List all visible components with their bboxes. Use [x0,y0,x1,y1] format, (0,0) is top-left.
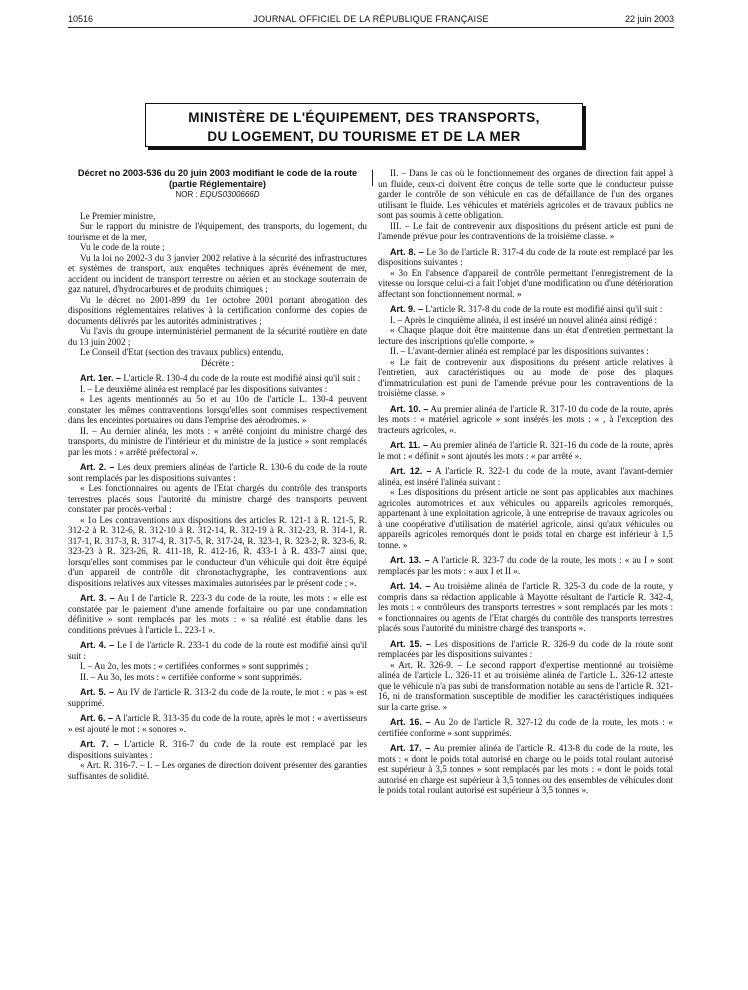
paragraph [378,325,673,346]
paragraph-text: Au premier alinéa de l'article R. 321-16 du code de la route, après le mot : « définit » sont ajoutés les mots : « par arrêté ». [378,440,673,461]
right-column-body [378,168,673,796]
paragraph-text: Décrète : [200,357,235,368]
paragraph [378,304,673,315]
paragraph [68,760,367,781]
paragraph [378,555,673,576]
left-column-body [68,211,367,782]
paragraph [68,384,367,395]
article-label: Art. 1er. – [80,373,122,383]
paragraph-text: « Les fonctionnaires ou agents de l'Etat chargés du contrôle des transports terrestres placés sous l'autorité du ministre chargé des transports peuvent constater par procès-verbal : [68,483,367,514]
article-label: Art. 7. – [80,739,119,749]
paragraph-text: Au 2o de l'article R. 327-12 du code de la route, les mots : « certifiée conforme » sont supprimés. [378,717,673,738]
paragraph [68,672,367,683]
paragraph-text: Au premier alinéa de l'article R. 413-8 du code de la route, les mots : « dont le poids total autorisé en charge ou le poids total roulant autorisé est supérieur à 3,5 tonnes » sont remplacés par les mots : « dont le poids total autorisé en charge est supérieur à 3,5 tonnes ou des ensembles de véhicules dont le poids total roulant autorisé est supérieur à 3,5 tonnes ». [378,743,673,795]
paragraph [68,713,367,734]
page-number: 10516 [68,14,94,24]
header-rule [68,27,674,28]
paragraph-text: « Art. R. 326-9. – Le second rapport d'expertise mentionné au troisième alinéa de l'article L. 326-11 et au troisième alinéa de l'article L. 326-12 atteste que le véhicule n'a pas subi de transformation notable au sens de l'article R. 321-16, ni de transformation susceptible de modifier les caractéristiques indiquées sur la carte grise. » [378,659,673,712]
paragraph [68,593,367,635]
paragraph [378,466,673,487]
article-label: Art. 14. – [390,581,431,591]
paragraph-text: Au I de l'article R. 223-3 du code de la route, les mots : « elle est constatée par le paiement d'une amende forfaitaire ou par une condamnation définitive » sont remplacés par les mots : « sa réalité est établie dans les conditions prévues à l'article L. 223-1 ». [68,593,367,635]
article-label: Art. 10. – [390,403,429,414]
paragraph [68,483,367,515]
page-header [68,14,674,28]
paragraph [378,717,673,738]
decree-nor [68,190,367,201]
paragraph [378,639,673,660]
paragraph-text: Le Premier ministre, [80,210,156,221]
paragraph-text: II. – Dans le cas où le fonctionnement des organes de direction fait appel à un fluide, ceux-ci doivent être conçus de telle sorte que le conducteur puisse garder le contrôle de son véhicule en cas de défaillance de l'un des organes utilisant le fluide. Les véhicules et matériels agricoles et de travaux publics ne sont pas soumis à cette obligation. [378,168,673,220]
paragraph-text: Au IV de l'article R. 313-2 du code de la route, le mot : « pas » est supprimé. [68,687,368,708]
paragraph [68,394,367,426]
paragraph-text: A l'article R. 322-1 du code de la route, avant l'avant-dernier alinéa, est inséré l'alinéa suivant : [378,466,673,487]
paragraph-text: « 3o En l'absence d'appareil de contrôle permettant l'enregistrement de la vitesse ou lorsque celui-ci a fait l'objet d'une modification ou d'une détérioration affectant son fonctionnement normal. » [378,267,673,299]
paragraph [378,357,673,399]
paragraph-text: Au troisième alinéa de l'article R. 325-3 du code de la route, y compris dans sa rédaction applicable à Mayotte résultant de l'article R. 342-4, les mots : « contrôleurs des transports terrestres » sont remplacés par les mots : « fonctionnaires ou agents de l'Etat chargés du contrôle des transports terrestres placés sous l'autorité du ministre chargé des transports ». [378,581,674,633]
article-label: Art. 9. – [390,304,424,314]
paragraph [68,358,367,369]
paragraph-text: « 1o Les contraventions aux dispositions des articles R. 121-1 à R. 121-5, R. 312-2 à R. 312-6, R. 312-10 à R. 312-14, R. 312-19 à R. 312-23, R. 314-1, R. 317-1, R. 317-3, R. 317-4, R. 317-5, R. 317-24, R. 323-1, R. 323-2, R. 323-6, R. 323-23 à R. 323-26, R. 411-18, R. 412-16, R. 433-1 à R. 433-7 ainsi que, lorsqu'elles sont commises par le conducteur d'un véhicule qui doit être équipé d'un appareil de contrôle dit chronotachygraphe, les contraventions aux dispositions relatives aux vitesses maximales autorisées par le présent code ; ». [68,514,367,588]
paragraph [68,426,367,458]
paragraph-text: III. – Le fait de contrevenir aux dispositions du présent article est puni de l'amende prévue pour les contraventions de la troisième classe. » [378,220,673,241]
paragraph-text: « Chaque plaque doit être maintenue dans un état d'entretien permettant la lecture des inscriptions qu'elle comporte. » [378,325,673,346]
paragraph-text: Vu le décret no 2001-899 du 1er octobre 2001 portant abrogation des dispositions réglementaires relatives à la certification conforme des copies de documents délivrés par les autorités administratives ; [68,294,367,326]
paragraph [68,462,367,483]
paragraph [68,211,367,222]
paragraph-text: II. – L'avant-dernier alinéa est remplacé par les dispositions suivantes : [390,346,649,356]
paragraph [68,687,367,708]
paragraph [68,640,367,661]
article-label: Art. 4. – [80,640,115,650]
paragraph-text: Les deux premiers alinéas de l'article R. 130-6 du code de la route sont remplacés par les dispositions suivantes : [68,462,368,483]
paragraph-text: Le 3o de l'article R. 317-4 du code de la route est remplacé par les dispositions suivantes : [378,246,673,267]
paragraph-text: L'article R. 317-8 du code de la route est modifié ainsi qu'il suit : [425,304,663,314]
paragraph-text: II. – Au dernier alinéa, les mots : « arrêté conjoint du ministre chargé des transports, du ministre de l'intérieur et du ministre de la justice » sont remplacés par les mots : « arrêté préfectoral ». [68,425,367,457]
paragraph [68,373,367,384]
paragraph-text: Le I de l'article R. 233-1 du code de la route est modifié ainsi qu'il suit : [68,640,368,661]
paragraph-text: Vu l'avis du groupe interministériel permanent de la sécurité routière en date du 13 juin 2002 ; [68,326,367,347]
paragraph [378,581,673,634]
paragraph [378,315,673,326]
paragraph [378,268,673,300]
paragraph [68,347,367,358]
article-label: Art. 12. – [390,466,432,476]
article-label: Art. 13. – [390,555,430,565]
right-column [378,168,673,796]
paragraph [378,247,673,268]
paragraph [68,739,367,760]
paragraph-text: « Le fait de contrevenir aux dispositions du présent article relatives à l'entretien, aux caractéristiques ou au mode de pose des plaques d'immatriculation est puni de l'amende prévue pour les contraventions de la troisième classe. » [378,356,673,398]
article-label: Art. 16. – [390,717,431,727]
paragraph-text: « Art. R. 316-7. – I. – Les organes de direction doivent présenter des garanties suffisantes de solidité. [68,760,367,781]
paragraph-text: I. – Après le cinquième alinéa, il est inséré un nouvel alinéa ainsi rédigé : [390,314,658,325]
ministry-heading-line2: DU LOGEMENT, DU TOURISME ET DE LA MER [207,129,521,144]
decree-title: Décret no 2003-536 du 20 juin 2003 modifiant le code de la route (partie Réglementaire) [77,168,358,189]
paragraph-text: A l'article R. 313-35 du code de la route, après le mot : « avertisseurs » est ajouté le mot : « sonores ». [68,713,367,734]
paragraph-text: I. – Au 2o, les mots : « certifiées conformes » sont supprimés ; [80,661,309,671]
ministry-heading-box [145,103,583,147]
paragraph-text: I. – Le deuxième alinéa est remplacé par les dispositions suivantes : [80,383,328,394]
publication-date: 22 juin 2003 [624,14,674,24]
paragraph-text: Vu la loi no 2002-3 du 3 janvier 2002 relative à la sécurité des infrastructures et systèmes de transport, aux enquêtes techniques après événement de mer, accident ou incident de transport terrestre ou aérien et au stockage souterrain de gaz naturel, d'hydrocarbures et de produits chimiques ; [68,252,367,294]
paragraph [378,743,673,796]
article-label: Art. 6. – [80,713,114,723]
paragraph [378,404,673,436]
paragraph-text: Sur le rapport du ministre de l'équipement, des transports, du logement, du tourisme et de la mer, [68,221,367,242]
paragraph-text: Les dispositions de l'article R. 326-9 du code de la route sont remplacées par les dispositions suivantes : [378,638,673,659]
paragraph [378,168,673,221]
paragraph [68,253,367,295]
paragraph [68,295,367,327]
left-column [68,168,367,781]
article-label: Art. 15. – [390,638,431,649]
article-label: Art. 5. – [80,687,115,697]
nor-value: EQUS0300666D [199,190,260,199]
paragraph [378,346,673,357]
ministry-heading-line1: MINISTÈRE DE L'ÉQUIPEMENT, DES TRANSPORTS, [188,110,540,125]
paragraph [68,221,367,242]
paragraph-text: A l'article R. 323-7 du code de la route, les mots : « au I » sont remplacés par les mots : « aux I et II ». [378,555,674,576]
paragraph [68,661,367,672]
journal-title: JOURNAL OFFICIEL DE LA RÉPUBLIQUE FRANÇAISE [253,14,489,24]
article-label: Art. 11. – [390,440,428,450]
article-label: Art. 3. – [80,593,115,603]
paragraph [68,242,367,253]
paragraph-text: « Les agents mentionnés au 5o et au 10o de l'article L. 130-4 peuvent constater les mêmes contraventions lorsqu'elles sont commises respectivement dans les enceintes portuaires ou dans l'emprise des aérodromes. » [68,394,367,425]
paragraph [378,221,673,242]
paragraph-text: Vu le code de la route ; [80,242,165,252]
paragraph [378,440,673,461]
paragraph [68,515,367,589]
paragraph [378,487,673,550]
column-rule [372,170,373,186]
paragraph-text: II. – Au 3o, les mots : « certifiée conforme » sont supprimés. [80,671,302,682]
paragraph [68,326,367,347]
paragraph [378,660,673,713]
article-label: Art. 8. – [390,246,424,257]
paragraph-text: « Les dispositions du présent article ne sont pas applicables aux machines agricoles automotrices et aux véhicules ou appareils agricoles remorqués, appartenant à une exploitation agricole, à une entreprise de travaux agricoles ou à une coopérative d'utilisation de matériel agricole, ainsi qu'aux véhicules ou appareils agricoles remorqués dont le poids total en charge est inférieur à 1,5 tonne. » [378,487,673,550]
nor-label: NOR : [175,190,198,199]
paragraph-text: L'article R. 130-4 du code de la route est modifié ainsi qu'il suit : [123,373,361,383]
paragraph-text: L'article R. 316-7 du code de la route est remplacé par les dispositions suivantes : [68,739,368,760]
paragraph-text: Au premier alinéa de l'article R. 317-10 du code de la route, après les mots : « matériel agricole » sont insérés les mots : « , à l'exception des tracteurs agricoles, ». [378,403,673,435]
paragraph-text: Le Conseil d'Etat (section des travaux publics) entendu, [80,347,284,357]
article-label: Art. 2. – [80,462,115,472]
article-label: Art. 17. – [390,743,431,753]
